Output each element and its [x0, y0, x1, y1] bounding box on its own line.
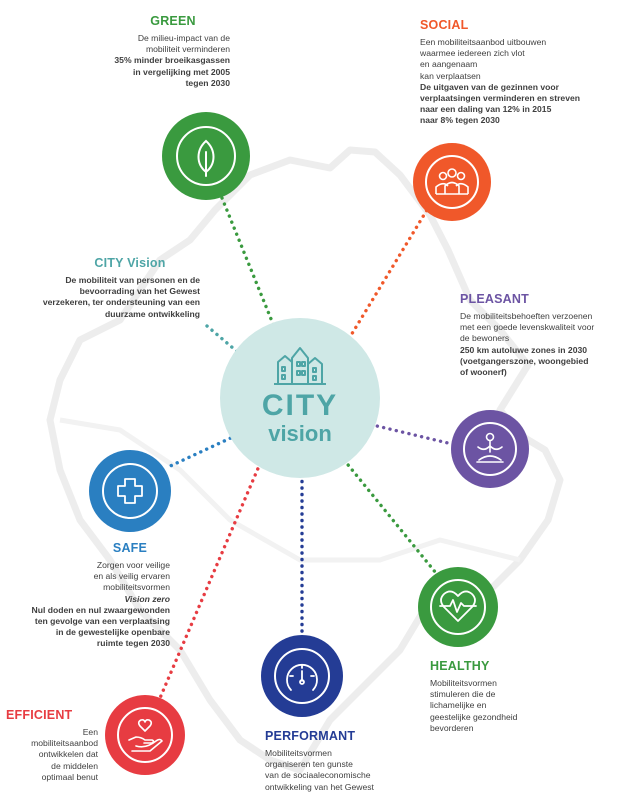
pleasant-title: PLEASANT	[460, 292, 529, 306]
social-bold-line: verplaatsingen verminderen en streven	[420, 93, 581, 104]
social-bold-line: naar een daling van 12% in 2015	[420, 104, 552, 115]
safe-title: SAFE	[112, 541, 148, 555]
efficient-text-line: optimaal benut	[41, 771, 98, 782]
efficient-text-line: ontwikkelen dat	[38, 749, 98, 760]
healthy-text-line: bevorderen	[430, 722, 474, 733]
green-text-line: De milieu-impact van de	[137, 33, 230, 43]
pleasant-block	[460, 292, 625, 378]
safe-text-line: en als veilig ervaren	[93, 571, 170, 582]
safe-text-line: mobiliteitsvormen	[103, 582, 170, 593]
safe-bold-line: in de gewestelijke openbare	[55, 627, 170, 638]
city-vision-bold-line: verzekeren, ter ondersteuning van een	[42, 297, 200, 308]
efficient-text-line: mobiliteitsaanbod	[31, 738, 98, 749]
healthy-text-line: Mobiliteitsvormen	[430, 678, 497, 688]
efficient-text-line: de middelen	[51, 760, 98, 771]
performant-text-line: ontwikkeling van het Gewest	[265, 781, 374, 792]
green-bold-line: tegen 2030	[185, 77, 230, 88]
center-vision-word: vision	[268, 421, 332, 446]
pleasant-text-line: de bewoners	[460, 333, 510, 344]
performant-block	[265, 729, 425, 793]
safe-bold-line: Nul doden en nul zwaargewonden	[31, 604, 170, 615]
city-vision-bold-line: De mobiliteit van personen en de	[65, 275, 200, 285]
city-vision-title: CITY Vision	[94, 256, 166, 270]
pleasant-bold-line: of woonerf)	[460, 367, 507, 378]
healthy-title: HEALTHY	[430, 659, 490, 673]
performant-text-line: van de sociaaleconomische	[265, 770, 371, 781]
city-vision-block	[20, 256, 200, 320]
pleasant-text-line: met een goede levenskwaliteit voor	[460, 322, 595, 333]
pleasant-bold-line: (voetgangerszone, woongebied	[460, 355, 589, 366]
center-city-word: CITY	[261, 389, 339, 422]
performant-text-line: Mobiliteitsvormen	[265, 748, 332, 758]
efficient-title: EFFICIENT	[6, 708, 73, 722]
green-block	[60, 14, 230, 89]
safe-block	[10, 541, 170, 650]
pleasant-text-line: De mobiliteitsbehoeften verzoenen	[460, 311, 593, 321]
performant-text-line: organiseren ten gunste	[265, 759, 353, 770]
social-bold-line: naar 8% tegen 2030	[420, 115, 500, 126]
safe-circle	[89, 450, 171, 532]
city-vision-bold-line: duurzame ontwikkeling	[104, 308, 200, 319]
performant-title: PERFORMANT	[265, 729, 356, 743]
social-title: SOCIAL	[420, 18, 469, 32]
pleasant-bold-line: 250 km autoluwe zones in 2030	[460, 344, 588, 355]
social-text-line: en aangenaam	[420, 59, 478, 70]
city-vision-bold-line: bevoorrading van het Gewest	[79, 286, 200, 297]
healthy-text-line: geestelijke gezondheid	[430, 711, 518, 722]
healthy-text-line: stimuleren die de	[430, 689, 496, 700]
social-text-line: Een mobiliteitsaanbod uitbouwen	[420, 37, 547, 47]
green-bold-line: in vergelijking met 2005	[133, 66, 230, 77]
healthy-block	[430, 659, 580, 734]
green-title: GREEN	[150, 14, 196, 28]
safe-bold-line: ruimte tegen 2030	[96, 638, 170, 649]
safe-bold-line: ten gevolge van een verplaatsing	[34, 616, 170, 627]
efficient-block	[8, 708, 98, 783]
green-bold-line: 35% minder broeikasgassen	[114, 55, 230, 66]
safe-vision-zero: Vision zero	[124, 593, 170, 604]
healthy-text-line: lichamelijke en	[430, 700, 487, 711]
connector-efficient	[160, 445, 268, 698]
safe-text-line: Zorgen voor veilige	[96, 560, 170, 570]
efficient-text-line: Een	[82, 727, 98, 737]
green-text-line: mobiliteit verminderen	[145, 44, 230, 55]
social-text-line: waarmee iedereen zich vlot	[420, 48, 525, 59]
social-text-line: kan verplaatsen	[420, 70, 481, 81]
social-block	[420, 18, 620, 127]
social-bold-line: De uitgaven van de gezinnen voor	[420, 81, 559, 92]
